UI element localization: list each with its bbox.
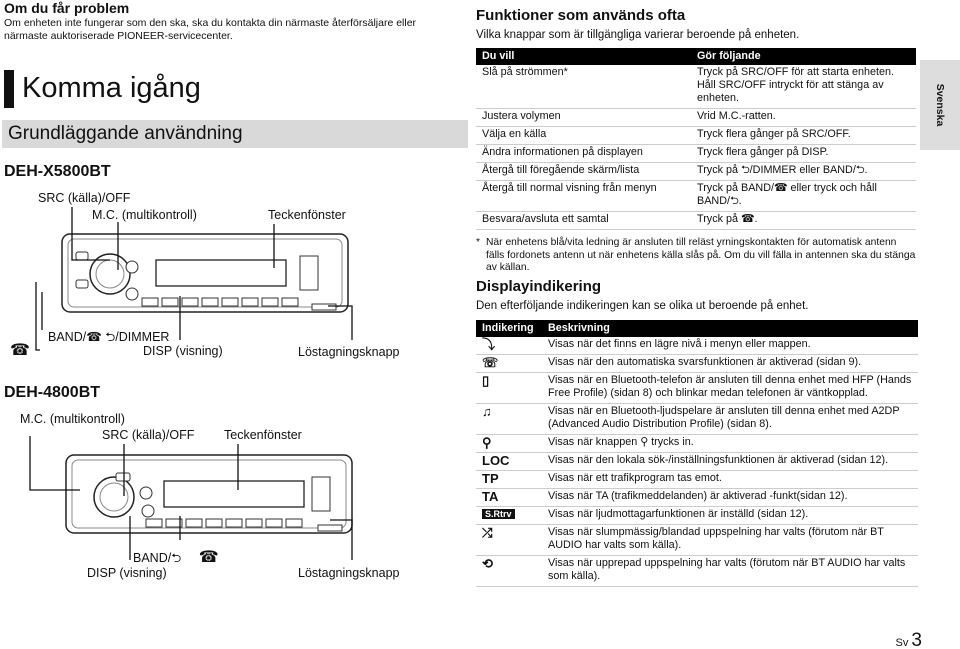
model1-src-label: SRC (källa)/OFF xyxy=(38,191,131,205)
model2-detach-label: Löstagningsknapp xyxy=(298,566,400,580)
model1-name: DEH-X5800BT xyxy=(4,163,111,180)
table-cell: Tryck på SRC/OFF för att starta enheten. Håll SRC/OFF intryckt för att stänga av enheten. xyxy=(691,65,916,109)
section-title: Grundläggande användning xyxy=(8,123,243,144)
repeat-icon: ⟲ xyxy=(476,556,542,587)
tp-indicator: TP xyxy=(476,471,542,489)
col-header: Indikering xyxy=(476,320,542,337)
col-header: Du vill xyxy=(476,48,691,65)
model1-display-label: Teckenfönster xyxy=(268,208,346,222)
table-cell: Besvara/avsluta ett samtal xyxy=(476,212,691,230)
model1-call-icon: ☎ xyxy=(10,342,30,359)
display-title: Displayindikering xyxy=(476,278,602,295)
page-number-value: 3 xyxy=(911,630,922,649)
table-cell: Visas när det finns en lägre nivå i menyn eller mappen. xyxy=(542,337,918,355)
back-icon: ⮌ xyxy=(171,551,182,565)
table-cell: Visas när slumpmässig/blandad uppspelning har valts (förutom när BT AUDIO har valts som källa). xyxy=(542,525,918,556)
table-row xyxy=(476,471,918,489)
table-row xyxy=(476,373,918,404)
table-cell: Visas när den automatiska svarsfunktionen är aktiverad (sidan 9). xyxy=(542,355,918,373)
table-row xyxy=(476,109,916,127)
model2-disp-label: DISP (visning) xyxy=(87,566,167,580)
model2-src-label: SRC (källa)/OFF xyxy=(102,428,195,442)
table-cell: Visas när upprepad uppspelning har valts (förutom när BT AUDIO har valts som källa). xyxy=(542,556,918,587)
footnote-marker: * xyxy=(476,237,481,248)
srtrv-badge: S.Rtrv xyxy=(482,509,515,519)
table-cell: Återgå till föregående skärm/lista xyxy=(476,163,691,181)
table-cell: Vrid M.C.-ratten. xyxy=(691,109,916,127)
functions-table-header xyxy=(476,48,916,65)
page-number xyxy=(896,630,922,649)
functions-subtitle: Vilka knappar som är tillgängliga varierar beroende på enheten. xyxy=(476,29,800,41)
indicator-table xyxy=(476,320,918,587)
model1-detach-label: Löstagningsknapp xyxy=(298,345,400,359)
table-cell: Tryck på ☎. xyxy=(691,212,916,230)
col-header: Beskrivning xyxy=(542,320,918,337)
table-row xyxy=(476,489,918,507)
table-cell: Visas när TA (trafikmeddelanden) är aktiverad -funkt(sidan 12). xyxy=(542,489,918,507)
model2-leader-lines xyxy=(0,420,470,580)
search-icon: ⚲ xyxy=(476,435,542,453)
table-cell: Justera volymen xyxy=(476,109,691,127)
table-row xyxy=(476,556,918,587)
model2-mc-label: M.C. (multikontroll) xyxy=(20,412,125,426)
bt-audio-icon: ♫ xyxy=(476,404,542,435)
phone-icon: ☎ xyxy=(198,549,219,566)
srtrv-indicator xyxy=(476,507,542,525)
trouble-text: Om enheten inte fungerar som den ska, ska du kontakta din närmaste återförsäljare eller närmaste auktoriserade PIONEER-servicecenter. xyxy=(4,17,417,42)
table-row xyxy=(476,453,918,471)
table-cell: Tryck flera gånger på SRC/OFF. xyxy=(691,127,916,145)
model1-mc-label: M.C. (multikontroll) xyxy=(92,208,197,222)
display-subtitle: Den efterföljande indikeringen kan se olika ut beroende på enhet. xyxy=(476,300,809,312)
model2-display-label: Teckenfönster xyxy=(224,428,302,442)
page-prefix: Sv xyxy=(895,637,909,649)
phone-icon: ☎ xyxy=(86,330,102,344)
table-row xyxy=(476,145,916,163)
col-header: Gör följande xyxy=(691,48,916,65)
table-row xyxy=(476,507,918,525)
right-column xyxy=(474,0,960,649)
model2-name: DEH-4800BT xyxy=(4,384,101,401)
menu-level-icon: ⤵ xyxy=(476,337,542,355)
table-row xyxy=(476,163,916,181)
table-cell: Visas när ljudmottagarfunktionen är inställd (sidan 12). xyxy=(542,507,918,525)
functions-table xyxy=(476,48,916,230)
model1-dimmer-text: /DIMMER xyxy=(115,330,170,344)
table-cell: Välja en källa xyxy=(476,127,691,145)
model1-disp-label: DISP (visning) xyxy=(143,344,223,358)
model1-band-label xyxy=(48,330,169,345)
table-cell: Tryck flera gånger på DISP. xyxy=(691,145,916,163)
table-cell: Visas när den lokala sök-/inställningsfunktionen är aktiverad (sidan 12). xyxy=(542,453,918,471)
table-cell: Återgå till normal visning från menyn xyxy=(476,181,691,212)
language-tab xyxy=(920,60,960,150)
table-row xyxy=(476,212,916,230)
table-cell: Tryck på ⮌/DIMMER eller BAND/⮌. xyxy=(691,163,916,181)
bt-phone-icon: ▯ xyxy=(476,373,542,404)
shuffle-icon: ⤮ xyxy=(476,525,542,556)
model1-band-text: BAND/ xyxy=(48,330,87,344)
table-row xyxy=(476,355,918,373)
table-cell: Ändra informationen på displayen xyxy=(476,145,691,163)
table-row xyxy=(476,435,918,453)
footnote xyxy=(476,237,916,275)
model2-band-text: BAND/ xyxy=(133,551,172,565)
table-cell: Visas när knappen ⚲ trycks in. xyxy=(542,435,918,453)
back-icon: ⮌ xyxy=(105,330,116,344)
table-row xyxy=(476,181,916,212)
auto-answer-icon: ☏ xyxy=(476,355,542,373)
table-row xyxy=(476,337,918,355)
ta-indicator: TA xyxy=(476,489,542,507)
trouble-heading: Om du får problem xyxy=(4,0,130,16)
table-cell: Slå på strömmen* xyxy=(476,65,691,109)
table-row xyxy=(476,127,916,145)
functions-title: Funktioner som används ofta xyxy=(476,7,686,24)
table-row xyxy=(476,525,918,556)
table-cell: Visas när ett trafikprogram tas emot. xyxy=(542,471,918,489)
table-cell: Visas när en Bluetooth-telefon är ansluten till denna enhet med HFP (Hands Free Profile) (sidan 8) och blinkar medan telefonen är väntkopplad. xyxy=(542,373,918,404)
language-tab-label: Svenska xyxy=(934,83,946,127)
loc-indicator: LOC xyxy=(476,453,542,471)
footnote-text: När enhetens blå/vita ledning är ansluten till reläst yrningskontakten för automatisk antenn fälls fordonets antenn ut när enhetens källa slås på. Om du vill fälla in antennen ska du stänga av källan. xyxy=(486,237,916,273)
table-cell: Tryck på BAND/☎ eller tryck och håll BAND/⮌. xyxy=(691,181,916,212)
table-cell: Visas när en Bluetooth-ljudspelare är ansluten till denna enhet med A2DP (Advanced Audio Distribution Profile) (sidan 8). xyxy=(542,404,918,435)
indicator-table-header xyxy=(476,320,918,337)
left-column xyxy=(0,0,470,649)
table-row xyxy=(476,404,918,435)
table-row xyxy=(476,65,916,109)
model2-band-label xyxy=(133,550,219,566)
chapter-title: Komma igång xyxy=(22,72,201,104)
title-accent-bar xyxy=(4,70,14,108)
